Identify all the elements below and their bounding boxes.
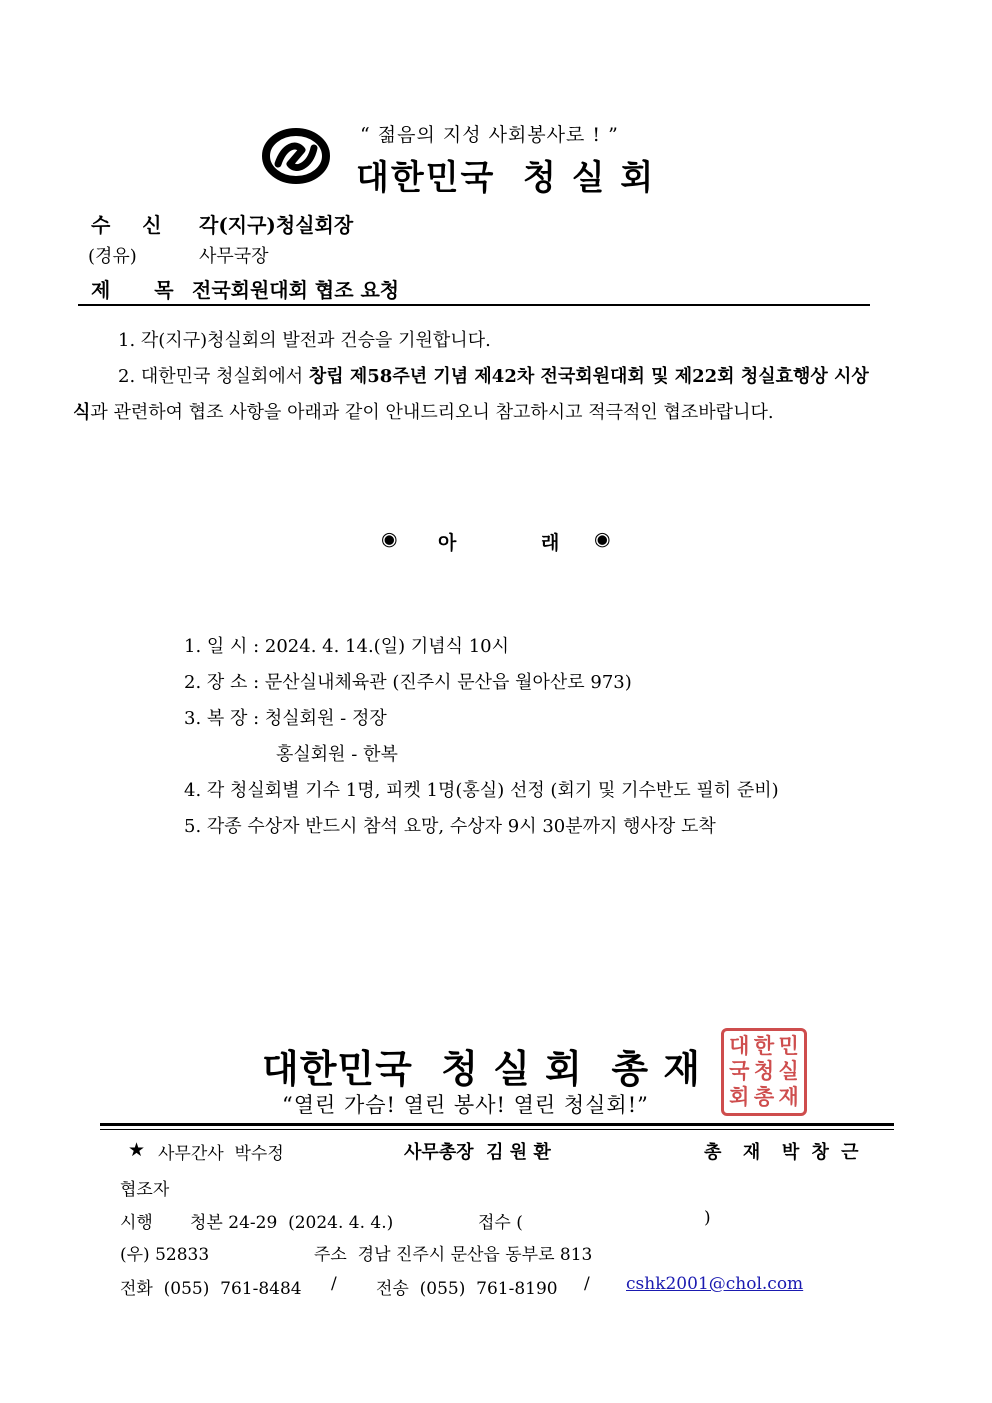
header-divider: [78, 304, 870, 306]
email-link[interactable]: cshk2001@chol.com: [626, 1274, 804, 1294]
staff-secretary-general: 사무총장 김 원 환: [404, 1142, 551, 1163]
seal-char: 재: [778, 1084, 799, 1109]
separator: /: [331, 1274, 337, 1294]
seal-char: 대: [729, 1034, 750, 1059]
subject-value: 전국회원대회 협조 요청: [192, 278, 400, 302]
item-date: 1. 일 시 : 2024. 4. 14.(일) 기념식 10시: [184, 636, 510, 657]
seal-char: 회: [729, 1084, 750, 1109]
item-flag-bearer: 4. 각 청실회별 기수 1명, 피켓 1명(홍실) 선정 (회기 및 기수반도 필히 준비): [184, 780, 779, 801]
receipt-close: ): [704, 1208, 711, 1228]
item-location: 2. 장 소 : 문산실내체육관 (진주시 문산읍 월아산로 973): [184, 672, 632, 693]
separator: /: [584, 1274, 590, 1294]
via-label: (경유): [88, 246, 137, 267]
footer-divider-thin: [100, 1129, 894, 1130]
sender-title: 대한민국 청 실 회 총 재: [262, 1046, 701, 1091]
staff-president: 총 재 박 창 근: [704, 1142, 862, 1163]
notice-heading-a: 아: [438, 532, 457, 554]
star-icon: ★: [128, 1139, 146, 1161]
recipient-value: 각(지구)청실회장: [199, 213, 354, 237]
paragraph-1: 1. 각(지구)청실회의 발전과 건승을 기원합니다.: [118, 330, 491, 351]
receipt-label: 접수 (: [478, 1213, 523, 1233]
organization-logo-icon: [262, 128, 330, 184]
slogan: “ 젊음의 지성 사회봉사로 ! ”: [360, 124, 619, 146]
paragraph-2-line-2: [73, 398, 774, 424]
paragraph-2-rest: 과 관련하여 협조 사항을 아래과 같이 안내드리오니 참고하시고 적극적인 협조바랍니다.: [90, 402, 774, 423]
paragraph-2-prefix: 2. 대한민국 청실회에서: [118, 366, 309, 387]
item-awardees: 5. 각종 수상자 반드시 참석 요망, 수상자 9시 30분까지 행사장 도착: [184, 816, 716, 837]
item-attire-cont: 홍실회원 - 한복: [276, 744, 398, 765]
seal-char: 총: [753, 1084, 775, 1109]
cooperator-label: 협조자: [120, 1180, 170, 1200]
postal-code: (우) 52833: [120, 1245, 210, 1265]
notice-heading-rae: 래: [541, 532, 560, 554]
via-value: 사무국장: [199, 246, 269, 267]
organization-title: 대한민국 청 실 회: [356, 158, 656, 198]
paragraph-2-line-1: [118, 362, 869, 388]
seal-char: 국: [729, 1059, 750, 1084]
paragraph-2-emphasis-cont: 식: [73, 402, 91, 423]
paragraph-2-emphasis: 창립 제58주년 기념 제42차 전국회원대회 및 제22회 청실효행상 시상: [308, 366, 869, 387]
phone: 전화 (055) 761-8484: [120, 1279, 302, 1299]
seal-char: 청: [753, 1059, 775, 1084]
notice-mark-right: ◉: [594, 528, 611, 550]
fax: 전송 (055) 761-8190: [376, 1279, 558, 1299]
address: 주소 경남 진주시 문산읍 동부로 813: [314, 1245, 593, 1265]
footer-divider-thick: [100, 1123, 894, 1126]
item-attire: 3. 복 장 : 청실회원 - 정장: [184, 708, 387, 729]
enforce-value: 청본 24-29 (2024. 4. 4.): [190, 1213, 394, 1233]
seal-char: 실: [778, 1059, 799, 1084]
motto: “열린 가슴! 열린 봉사! 열린 청실회!”: [282, 1093, 649, 1117]
staff-secretary: 사무간사 박수정: [158, 1144, 284, 1164]
official-seal: [721, 1028, 807, 1116]
subject-label: 제 목: [91, 278, 184, 302]
seal-char: 민: [778, 1034, 799, 1059]
recipient-label: 수 신: [91, 213, 168, 237]
enforce-label: 시행: [120, 1213, 153, 1233]
notice-mark-left: ◉: [381, 528, 398, 550]
seal-char: 한: [753, 1034, 775, 1059]
